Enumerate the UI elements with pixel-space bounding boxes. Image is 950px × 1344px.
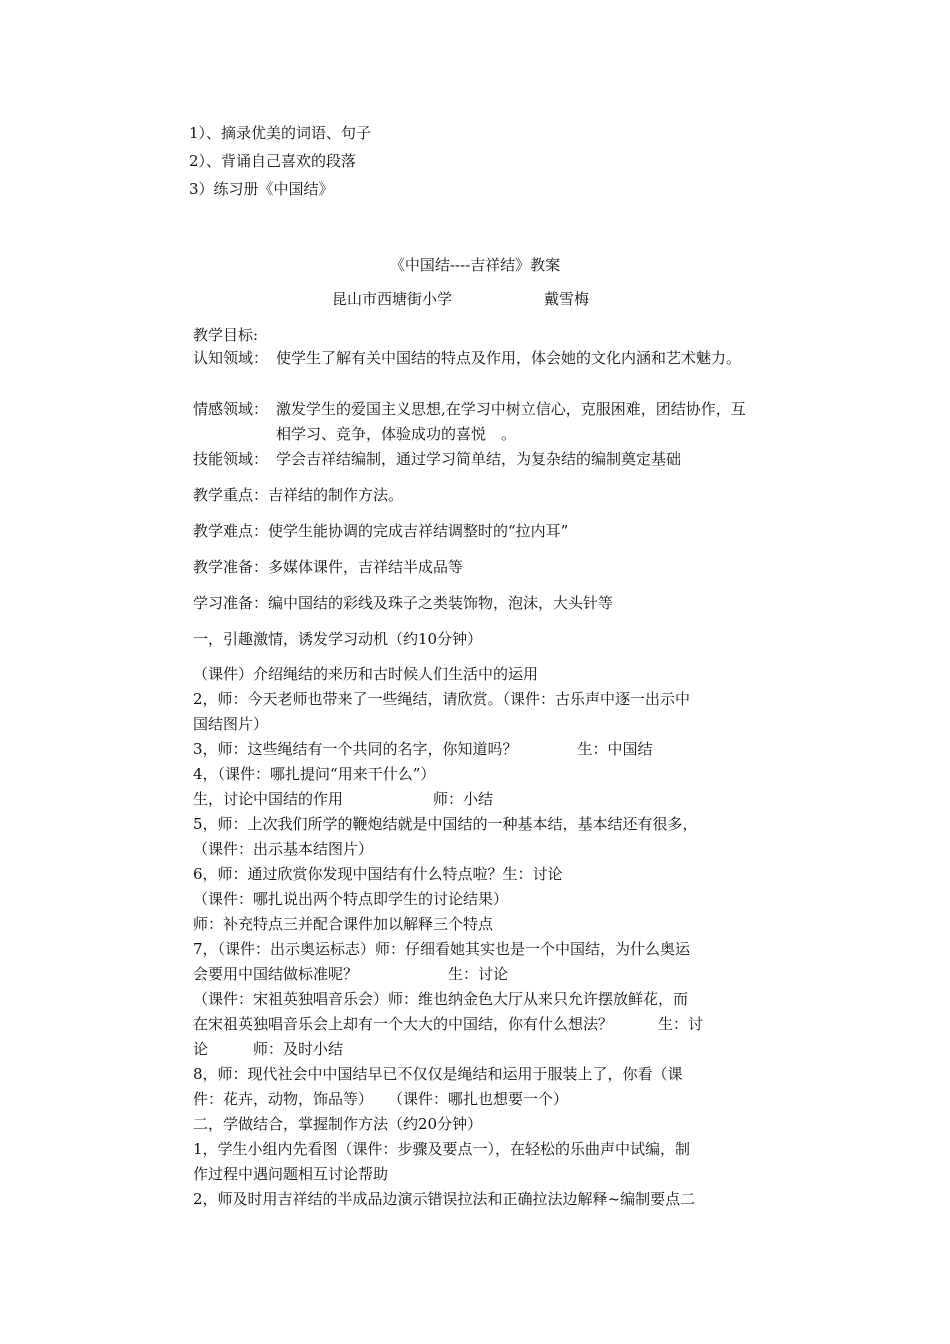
objectives-heading: 教学目标:: [193, 326, 259, 344]
student-prep: 学习准备：编中国结的彩线及珠子之类装饰物，泡沫，大头针等: [193, 594, 614, 612]
section2-line: 2，师及时用吉祥结的半成品边演示错误拉法和正确拉法边解释~编制要点二: [193, 1190, 696, 1208]
section1-line: 2，师：今天老师也带来了一些绳结，请欣赏。（课件：古乐声中逐一出示中: [193, 690, 691, 708]
section1-line: 国结图片）: [193, 715, 269, 733]
section2-heading: 二，学做结合，掌握制作方法（约20分钟）: [193, 1115, 483, 1133]
objective-label: 认知领域：: [193, 349, 269, 367]
section1-line: 论 师：及时小结: [193, 1040, 344, 1058]
objective-label: 情感领域：: [193, 400, 269, 418]
difficulties: 教学难点：使学生能协调的完成吉祥结调整时的“拉内耳”: [193, 522, 569, 540]
section1-line: 4，（课件：哪扎提问“用来干什么”）: [193, 765, 436, 783]
section1-line: （课件：出示基本结图片）: [193, 840, 374, 858]
teacher-prep: 教学准备：多媒体课件，吉祥结半成品等: [193, 558, 464, 576]
homework-item-3: 3）练习册《中国结》: [189, 180, 334, 198]
section1-line: 6，师：通过欣赏你发现中国结有什么特点啦？生：讨论: [193, 865, 563, 883]
objective-text: 使学生了解有关中国结的特点及作用，体会她的文化内涵和艺术魅力。: [276, 349, 742, 367]
objective-label: 技能领域：: [193, 450, 269, 468]
school-name: 昆山市西塘街小学: [332, 290, 453, 308]
section1-line: 3，师：这些绳结有一个共同的名字，你知道吗？ 生：中国结: [193, 740, 653, 758]
homework-item-2: 2）、背诵自己喜欢的段落: [189, 152, 357, 170]
section1-heading: 一，引趣激情，诱发学习动机（约10分钟）: [193, 630, 483, 648]
section1-line: 师：补充特点三并配合课件加以解释三个特点: [193, 915, 494, 933]
section1-line: 在宋祖英独唱音乐会上却有一个大大的中国结，你有什么想法？ 生：讨: [193, 1015, 704, 1033]
section2-line: 作过程中遇问题相互讨论帮助: [193, 1165, 389, 1183]
homework-item-1: 1）、摘录优美的词语、句子: [189, 124, 372, 142]
section1-line: （课件：宋祖英独唱音乐会）师：维也纳金色大厅从来只允许摆放鲜花，而: [193, 990, 689, 1008]
plan-title: 《中国结----吉祥结》教案: [389, 256, 561, 274]
section1-line: 7，（课件：出示奥运标志）师：仔细看她其实也是一个中国结，为什么奥运: [193, 940, 691, 958]
section1-line: （课件：哪扎说出两个特点即学生的讨论结果）: [193, 890, 509, 908]
author-name: 戴雪梅: [544, 290, 590, 308]
section1-line: 件：花卉，动物，饰品等） （课件：哪扎也想要一个）: [193, 1090, 569, 1108]
key-points: 教学重点：吉祥结的制作方法。: [193, 486, 404, 504]
section1-line: 生，讨论中国结的作用 师：小结: [193, 790, 494, 808]
objective-text: 激发学生的爱国主义思想,在学习中树立信心，克服困难，团结协作，互相学习、竞争，体验成功的喜悦 。: [276, 400, 746, 443]
section1-line: 会要用中国结做标准呢？ 生：讨论: [193, 965, 509, 983]
objective-text: 学会吉祥结编制，通过学习简单结，为复杂结的编制奠定基础: [276, 450, 682, 468]
section1-line: （课件）介绍绳结的来历和古时候人们生活中的运用: [193, 665, 539, 683]
section1-line: 5，师：上次我们所学的鞭炮结就是中国结的一种基本结，基本结还有很多，: [193, 815, 698, 833]
section2-line: 1，学生小组内先看图（课件：步骤及要点一），在轻松的乐曲声中试编，制: [193, 1140, 691, 1158]
section1-line: 8，师：现代社会中中国结早已不仅仅是绳结和运用于服装上了，你看（课: [193, 1065, 683, 1083]
